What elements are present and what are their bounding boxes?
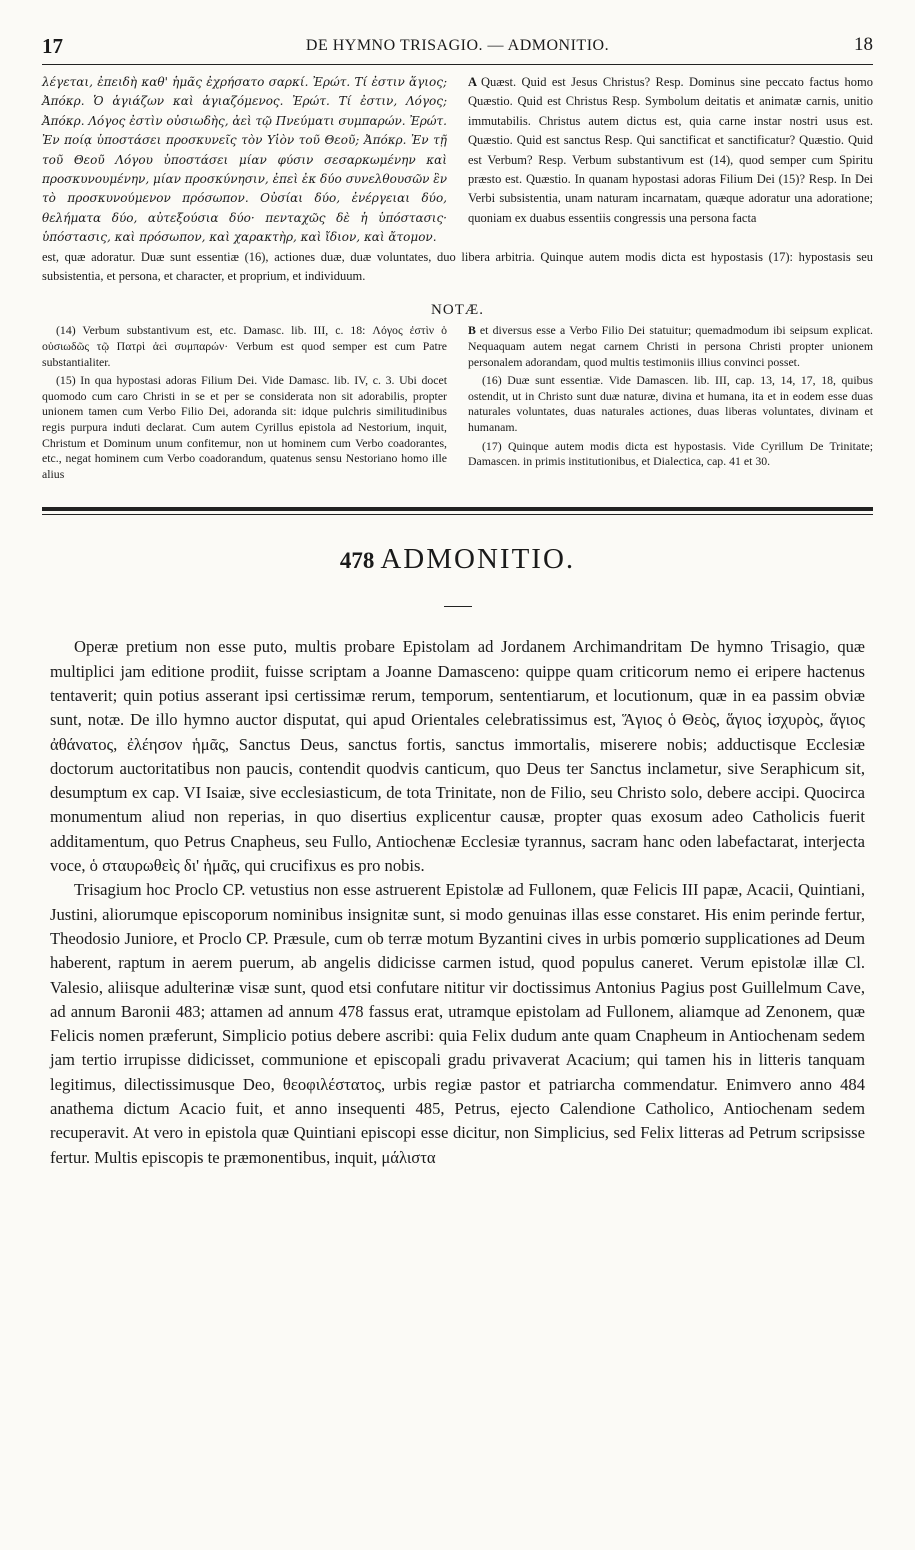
note-16: (16) Duæ sunt essentiæ. Vide Damascen. lib. III, cap. 13, 14, 17, 18, quibus ostendit, ut in Christo sunt duæ naturæ, divina et humana, ita et in eodem esse duas naturales voluntates, duas naturales actiones, duas liberas voluntates, divinam et humanam. <box>468 373 873 435</box>
footnotes <box>42 323 873 485</box>
note-15-continued-text: et diversus esse a Verbo Filio Dei statuitur; quemadmodum ibi seipsum explicat. Nequaquam autem negat carnem Christi in persona Christi propter unionem personalem adorandam, quod multis testimoniis illius convinci posset. <box>468 323 873 369</box>
greek-column <box>42 73 447 248</box>
column-marker-b: B <box>468 323 476 338</box>
latin-column <box>468 73 873 248</box>
admonitio-number: 478 <box>339 548 375 574</box>
note-17: (17) Quinque autem modis dicta est hypostasis. Vide Cyrillum De Trinitate; Damascen. in primis institutionibus, et Dialectica, cap. 41 et 30. <box>468 438 873 469</box>
paragraph-2: Trisagium hoc Proclo CP. vetustius non esse astruerent Epistolæ ad Fullonem, quæ Felicis III papæ, Acacii, Quintiani, Justini, aliorumque episcoporum nominibus insignitæ sunt, si modo genuinas illas esse constaret. His enim perinde fertur, Theodosio Juniore, et Proclo CP. Præsule, cum ob terræ motum Byzantini cives in urbis pomœrio supplicationes ad Deum haberent, raptum in aerem puerum, ab angelis didicisse carmen istud, quod populus caneret. Verum epistolæ illæ Cl. Valesio, aliisque adulterinæ visæ sunt, quod etsi confutare nititur vir doctissimus Antonius Pagius post Guillelmum Cave, ad annum Baronii 483; attamen ad annum 478 fassus erat, utramque epistolam ad Fullonem, aliamque ad Zenonem, quæ Felicis nomen præferunt, Simplicio potius debere ascribi: quia Felix dudum ante quam Cnapheum in Antiochenam sedem jam tertio irrupisse didicisset, communione et episcopali gradu privaverat Acacium; qui tamen his in litteris tanquam legitimus, dilectissimusque Deo, θεοφιλέστατος, urbis regiæ pastor et patriarcha commendatur. Enimvero anno 484 anathema dictum Acacio fuit, et anno insequenti 485, Petrus, ejecto Calendione Catholico, Antiochenam sedem recuperavit. At vero in epistola quæ Quintiani episcopi esse dicitur, non Simplicius, sed Felix litteras ad Petrum scripsisse fertur. Multis episcopis te præmonentibus, inquit, μάλιστα <box>50 880 865 1167</box>
admonitio-heading <box>42 543 873 576</box>
latin-continuation: est, quæ adoratur. Duæ sunt essentiæ (16), actiones duæ, duæ voluntates, duo libera arbitria. Quinque autem modis dicta est hypostasis (17): hypostasis seu subsistentia, et persona, et character, et proprium, et individuum. <box>42 249 873 284</box>
page-number-right: 18 <box>854 34 873 55</box>
note-15-continued <box>468 323 873 370</box>
divider-thin-line <box>42 514 873 515</box>
heading-short-rule <box>444 606 472 607</box>
divider-thick-line <box>42 507 873 511</box>
latin-text: Quæst. Quid est Jesus Christus? Resp. Dominus sine peccato factus homo Quæstio. Quid est Christus Resp. Symbolum deitatis et animatæ carnis, unitio immutabilis. Christus autem dictus est, quia carne instar nostri usus est. Quæstio. Quid est sanctus Resp. Qui sanctificat et sanctificatur? Quæstio. Quid est Verbum? Resp. Verbum substantivum est (14), quod semper cum Spiritu præsto est. Quæstio. In quanam hypostasi adoras Filium Dei (15)? Resp. In Dei Verbi subsistentia, unam naturam incarnatam, quæque adoratur una adoratione; quoniam ex duabus essentiis congressis una persona facta <box>468 75 873 225</box>
admonitio-title: ADMONITIO. <box>380 543 576 576</box>
notes-right-column <box>468 323 873 485</box>
notes-left-column <box>42 323 447 485</box>
parallel-columns <box>42 73 873 248</box>
section-divider <box>42 507 873 515</box>
note-15: (15) In qua hypostasi adoras Filium Dei. Vide Damasc. lib. IV, c. 3. Ubi docet quomodo cum caro Christi in se et per se considerata non sit adorabilis, propter unionem tamen cum Verbo Filio Dei, adoranda sit: idque pulchris similitudinibus regis purpura induti declarat. Cum autem Cyrillus epistola ad Nestorium, inquit, Christum et Dominum unum confitemur, non ut hominem cum Verbo coadorantes, etc., negat hominem cum Verbo coadorandum, quatenus sensu Nestoriano homo ille alius <box>42 373 447 481</box>
page-number-left: 17 <box>42 34 63 58</box>
note-14: (14) Verbum substantivum est, etc. Damasc. lib. III, c. 18: Λόγος ἐστὶν ὁ οὐσιωδῶς τῷ Πατρὶ ἀεὶ συμπαρών· Verbum est quod semper est cum Patre substantialiter. <box>42 323 447 369</box>
admonitio-body <box>42 635 873 1170</box>
column-marker-a: A <box>468 75 478 89</box>
running-head <box>42 34 873 65</box>
running-title: DE HYMNO TRISAGIO. — ADMONITIO. <box>305 37 610 54</box>
notae-heading: NOTÆ. <box>431 302 484 319</box>
greek-text: λέγεται, ἐπειδὴ καθ' ἡμᾶς ἐχρήσατο σαρκί. Ἐρώτ. Τί ἐστιν ἅγιος; Ἀπόκρ. Ὁ ἁγιάζων καὶ ἁγιαζόμενος. Ἐρώτ. Τί ἐστιν, Λόγος; Ἀπόκρ. Λόγος ἐστὶν οὐσιωδὴς, ἀεὶ τῷ Πνεύματι συμπαρών. Ἐρώτ. Ἐν ποίᾳ ὑποστάσει προσκυνεῖς τὸν Υἱὸν τοῦ Θεοῦ; Ἀπόκρ. Ἐν τῇ τοῦ Θεοῦ Λόγου ὑποστάσει μίαν φύσιν σεσαρκωμένην καὶ προσκυνουμένην, μίαν προσκύνησιν, ἐπεὶ ἐκ δύο συνελθουσῶν ἓν τὸ προσκυνούμενον πρόσωπον. Οὐσίαι δύο, ἐνέργειαι δύο, θελήματα δύο, αὐτεξούσια δύο· πενταχῶς δὲ ἡ ὑπόστασις· ὑπόστασις, καὶ πρόσωπον, καὶ χαρακτὴρ, καὶ ἴδιον, καὶ ἄτομον. <box>42 75 447 245</box>
paragraph-1: Operæ pretium non esse puto, multis probare Epistolam ad Jordanem Archimandritam De hymno Trisagio, quæ multiplici jam editione prodiit, fuisse scriptam a Joanne Damasceno: quippe quam criticorum nemo ei eripere hactenus tentaverit; quin potius asserant ipsi certissimæ rerum, temporum, sententiarum, et locutionum, quæ in ea passim obviæ sunt, notæ. De illo hymno auctor disputat, qui apud Orientales celebratissimus est, Ἅγιος ὁ Θεὸς, ἅγιος ἰσχυρὸς, ἅγιος ἀθάνατος, ἐλέησον ἡμᾶς, Sanctus Deus, sanctus fortis, sanctus immortalis, miserere nobis; adductisque Ecclesiæ doctorum auctoritatibus non paucis, contendit quodvis canticum, quo Deus ter Sanctus inclametur, sive Seraphicum sit, desumptum ex cap. VI Isaiæ, sive ecclesiasticum, de tota Trinitate, non de Filio, seu Christo solo, debere accipi. Quocirca monumentum aliud non reperias, in quo disertius explicentur causæ, propter quas exosum adeo Catholicis fuerit additamentum, quo Petrus Cnapheus, seu Fullo, Antiochenæ Ecclesiæ tyrannus, sacram hanc oden labefactarat, interjecta voce, ὁ σταυρωθεὶς δι' ἡμᾶς, qui crucifixus es pro nobis. <box>50 637 865 876</box>
